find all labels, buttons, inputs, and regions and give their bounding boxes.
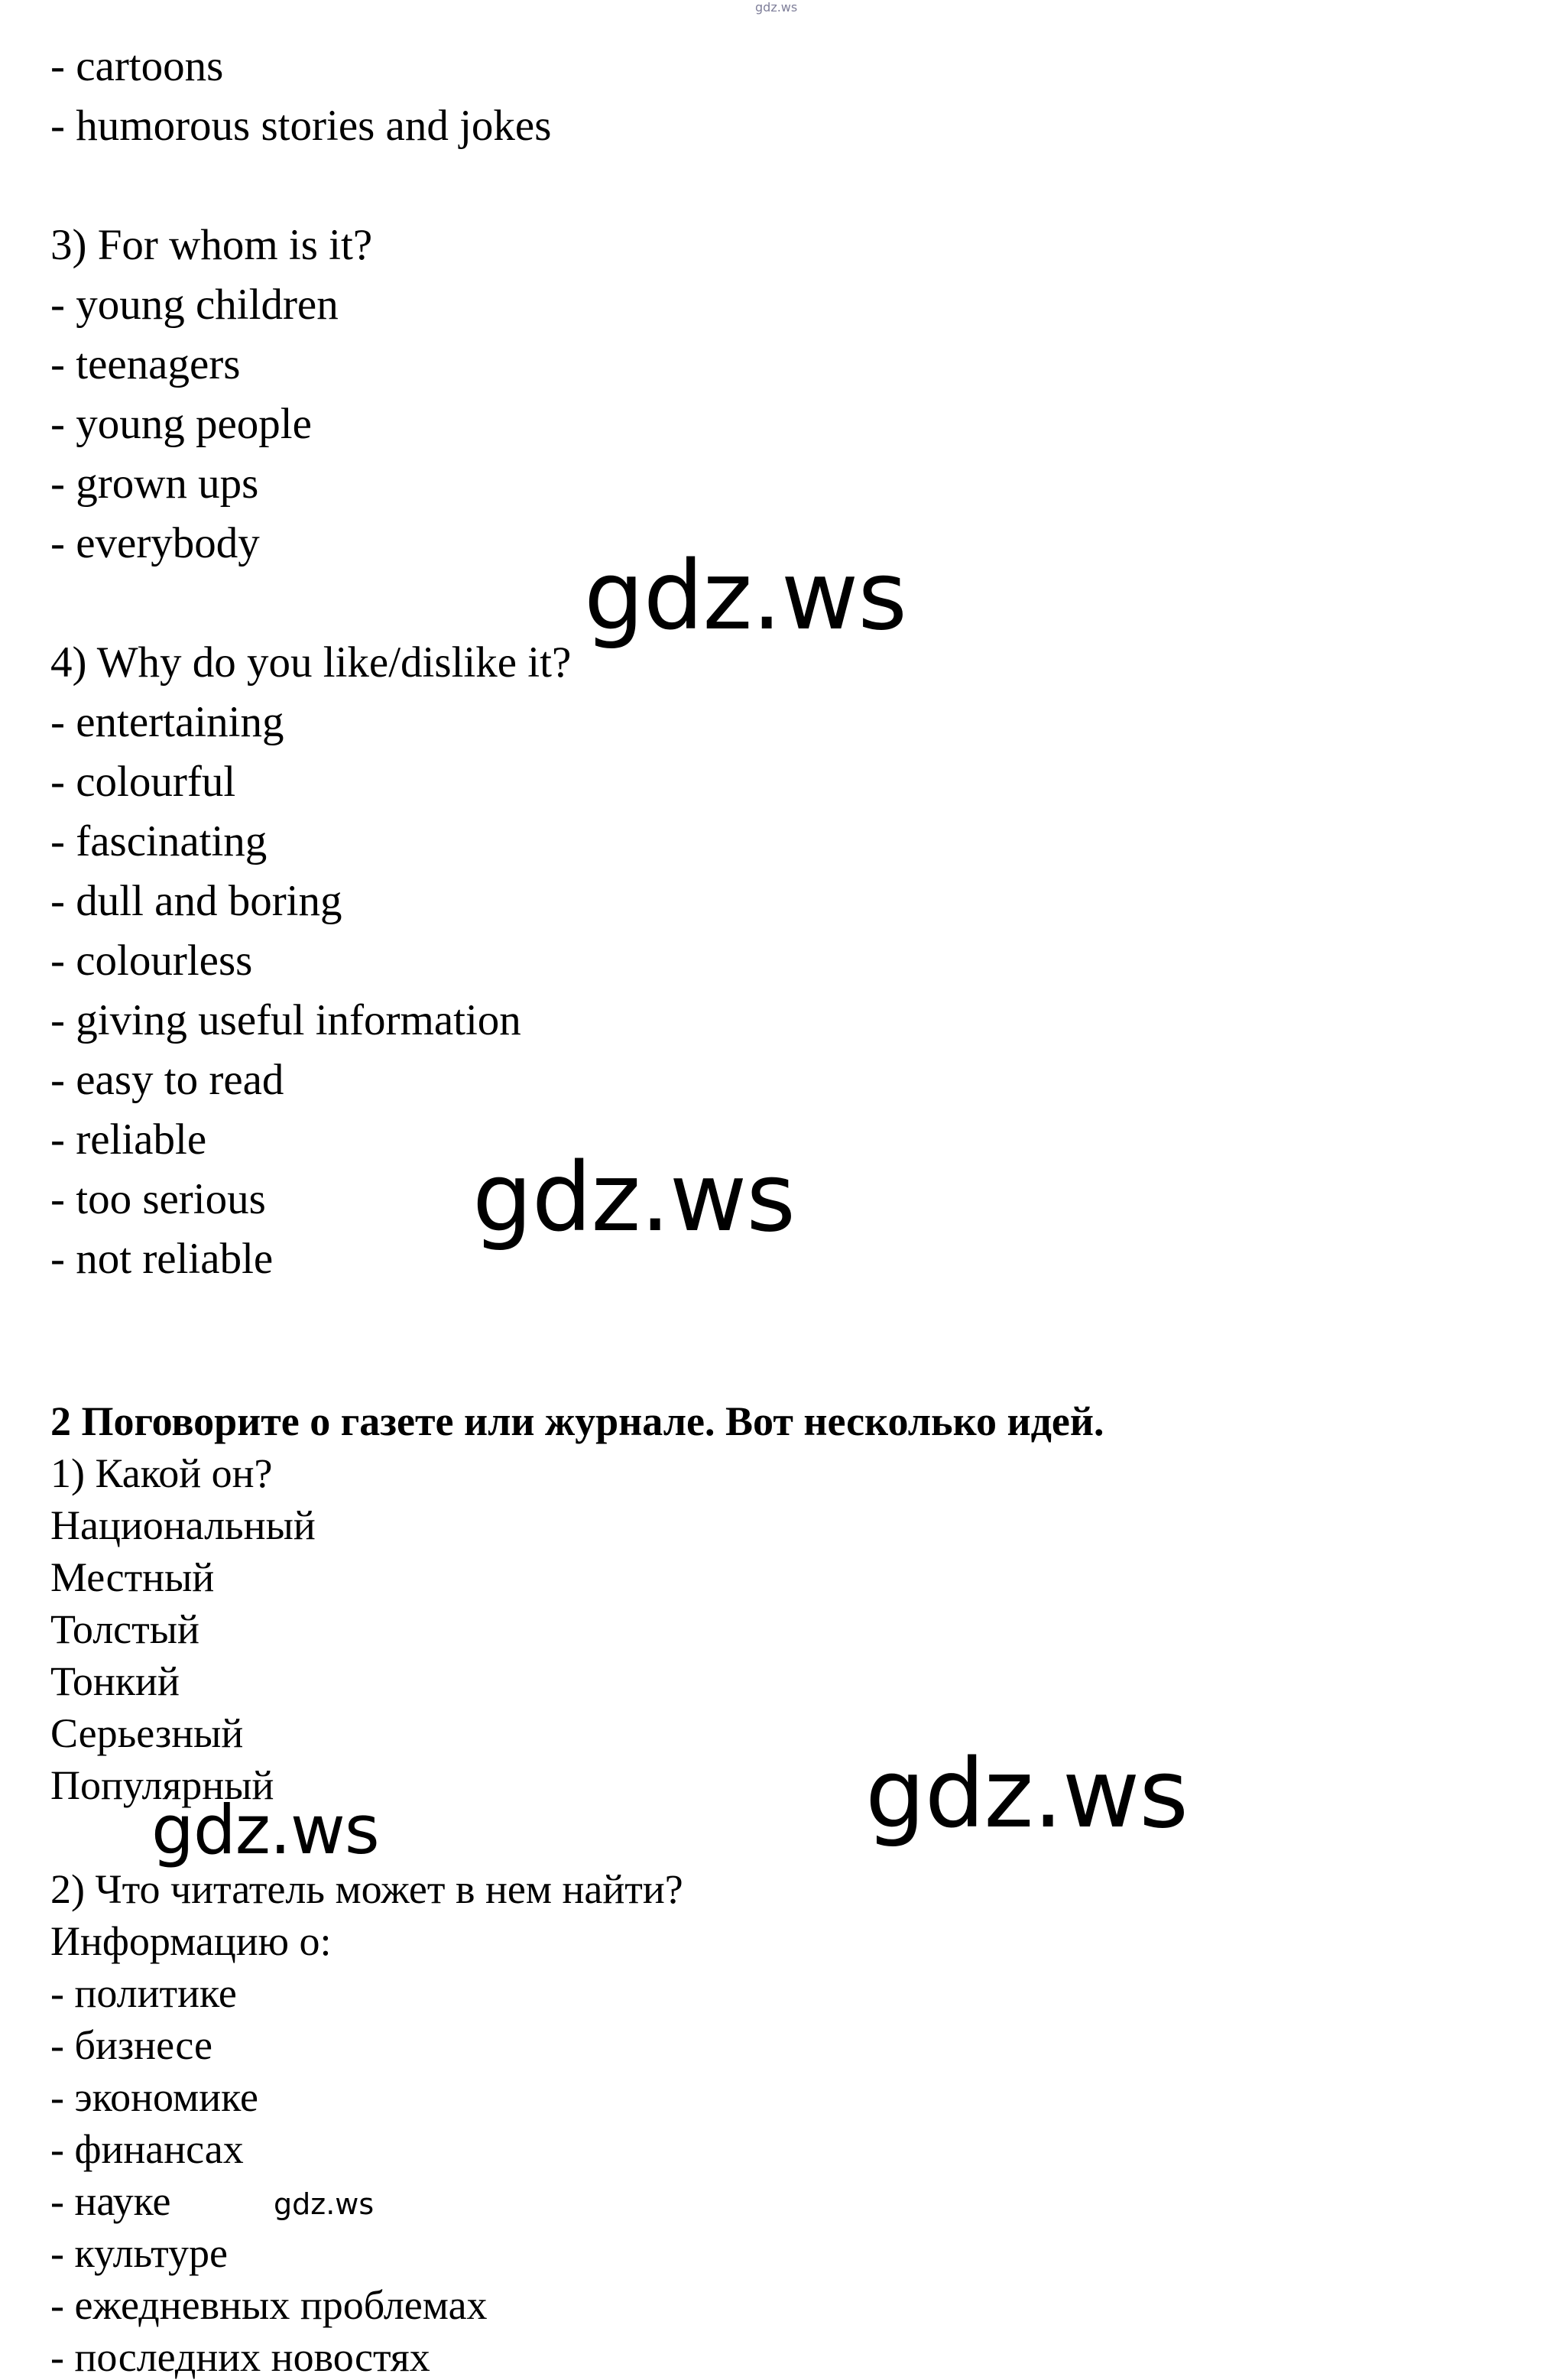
list-item: - науке bbox=[50, 2178, 171, 2224]
list-item: - not reliable bbox=[50, 1235, 274, 1283]
task-2-intro: Информацию о: bbox=[50, 1918, 332, 1964]
list-item: - культуре bbox=[50, 2230, 228, 2276]
list-item: - финансах bbox=[50, 2126, 244, 2172]
question-3: 3) For whom is it? bbox=[50, 221, 373, 269]
list-item: Толстый bbox=[50, 1606, 199, 1652]
list-item: - reliable bbox=[50, 1115, 207, 1164]
list-item: - giving useful information bbox=[50, 996, 521, 1044]
watermark: gdz.ws bbox=[472, 1143, 795, 1253]
list-item: - easy to read bbox=[50, 1056, 284, 1104]
watermark: gdz.ws bbox=[865, 1739, 1188, 1849]
list-item: Серьезный bbox=[50, 1710, 244, 1756]
watermark-top: gdz.ws bbox=[755, 0, 798, 15]
watermark: gdz.ws bbox=[151, 1791, 379, 1869]
list-item: Местный bbox=[50, 1554, 215, 1600]
list-item: - fascinating bbox=[50, 817, 268, 865]
list-item: - young children bbox=[50, 281, 339, 329]
list-item: - young people bbox=[50, 400, 312, 448]
list-item: - teenagers bbox=[50, 340, 241, 388]
list-item: - humorous stories and jokes bbox=[50, 102, 552, 150]
list-item: Популярный bbox=[50, 1762, 274, 1808]
task-2-heading: 2 Поговорите о газете или журнале. Вот несколько идей. bbox=[50, 1398, 1104, 1444]
list-item: - colourful bbox=[50, 758, 236, 806]
list-item: - grown ups bbox=[50, 459, 259, 508]
list-item: - colourless bbox=[50, 937, 253, 985]
watermark: gdz.ws bbox=[584, 541, 906, 651]
list-item: - последних новостях bbox=[50, 2334, 430, 2380]
list-item: Тонкий bbox=[50, 1658, 180, 1704]
watermark-small: gdz.ws bbox=[274, 2187, 375, 2221]
task-2-question-2: 2) Что читатель может в нем найти? bbox=[50, 1866, 683, 1912]
list-item: - ежедневных проблемах bbox=[50, 2282, 488, 2328]
list-item: - бизнесе bbox=[50, 2022, 212, 2068]
question-4: 4) Why do you like/dislike it? bbox=[50, 638, 572, 687]
list-item: Национальный bbox=[50, 1502, 316, 1548]
list-item: - entertaining bbox=[50, 698, 284, 746]
list-item: - too serious bbox=[50, 1175, 266, 1223]
list-item: - экономике bbox=[50, 2074, 258, 2120]
task-2-question-1: 1) Какой он? bbox=[50, 1450, 273, 1496]
list-item: - dull and boring bbox=[50, 877, 342, 925]
list-item: - everybody bbox=[50, 519, 260, 567]
list-item: - cartoons bbox=[50, 42, 224, 90]
list-item: - политике bbox=[50, 1970, 237, 2016]
